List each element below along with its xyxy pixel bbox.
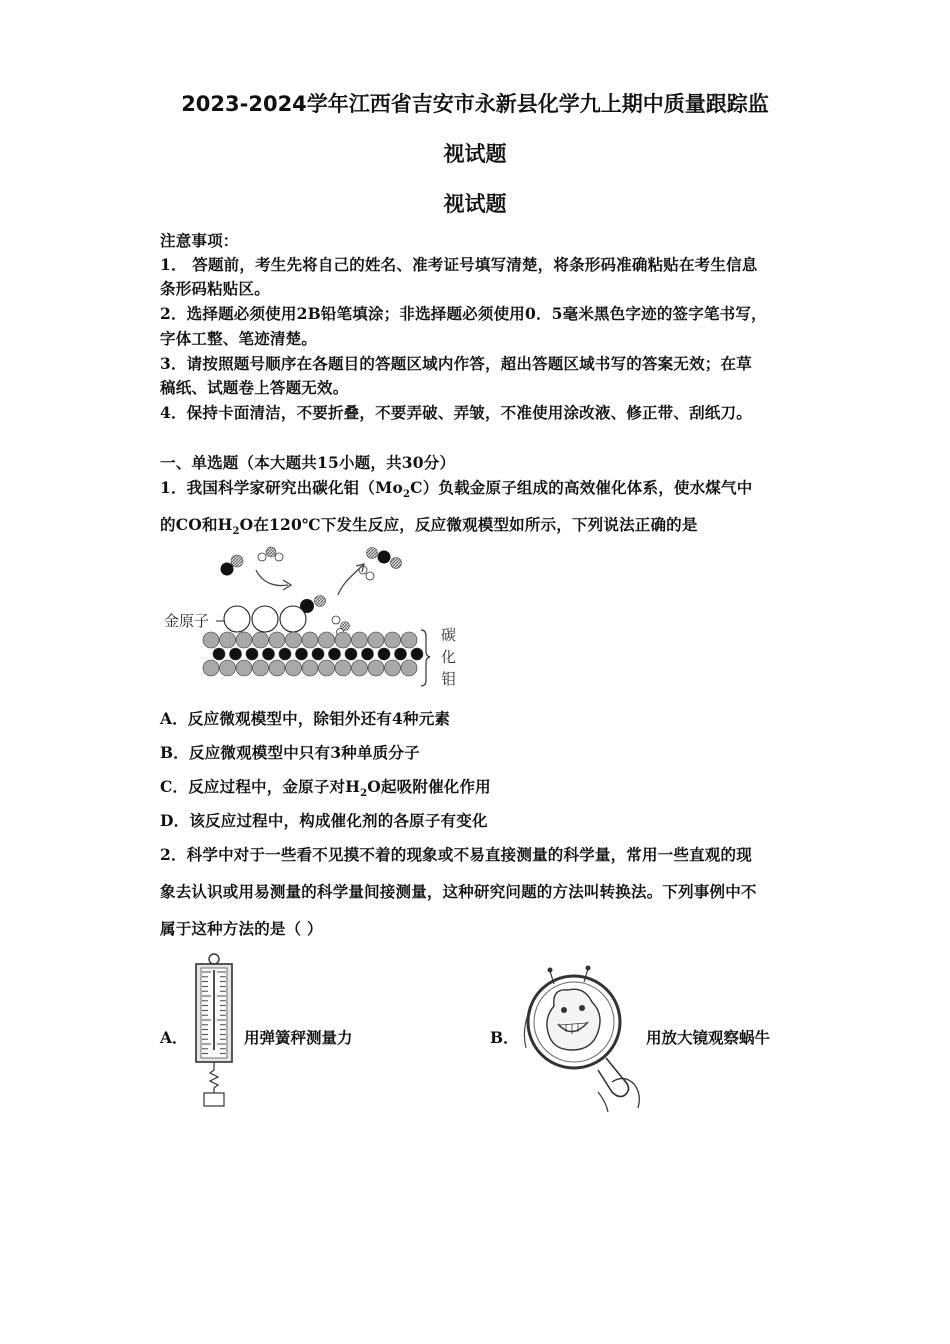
notice-line: 稿纸、试题卷上答题无效。 [160, 378, 349, 397]
carbide-label-2: 化 [441, 648, 457, 666]
page-subtitle: 视试题 [443, 192, 507, 216]
co2-molecule-icon [367, 548, 402, 569]
q2-option-a-letter: A． [160, 1028, 188, 1047]
bracket-icon [421, 630, 430, 686]
q2-option-b-letter: B． [490, 1028, 519, 1047]
q2-option-a-text: 用弹簧秤测量力 [244, 1028, 353, 1047]
carbide-label-1: 碳 [441, 626, 457, 644]
question-2-line-2: 象去认识或用易测量的科学量间接测量，这种研究问题的方法叫转换法。下列事例中不 [160, 882, 757, 901]
option-c: C．反应过程中，金原子对$H_2O$起吸附催化作用 [160, 777, 491, 800]
gold-atoms [224, 606, 306, 632]
notice-line: 3．请按照题号顺序在各题目的答题区域内作答，超出答题区域书写的答案无效；在草 [160, 354, 752, 373]
arrow-in-icon [256, 570, 291, 590]
section-heading: 一、单选题（本大题共15小题，共30分） [160, 453, 456, 472]
spring-scale-icon [186, 952, 242, 1112]
notice-line: 条形码粘贴区。 [160, 279, 270, 298]
notice-line: 4．保持卡面清洁，不要折叠，不要弄破、弄皱，不准使用涂改液、修正带、刮纸刀。 [160, 403, 752, 422]
water-molecule-icon [258, 547, 283, 561]
question-2-line-1: 2．科学中对于一些看不见摸不着的现象或不易直接测量的科学量，常用一些直观的现 [160, 845, 752, 864]
molybdenum-carbide-layer [203, 632, 423, 676]
notice-line: 2．选择题必须使用2B铅笔填涂；非选择题必须使用0．5毫米黑色字迹的签字笔书写， [160, 304, 767, 323]
page-title-continued: 视试题 [443, 142, 507, 166]
option-d: D．该反应过程中，构成催化剂的各原子有变化 [160, 811, 488, 830]
q2-option-b-text: 用放大镜观察蜗牛 [646, 1028, 771, 1047]
arrow-out-icon [338, 564, 364, 595]
option-a: A．反应微观模型中，除钼外还有4种元素 [160, 709, 451, 728]
notice-line: 1． 答题前，考生先将自己的姓名、准考证号填写清楚，将条形码准确粘贴在考生信息 [160, 255, 758, 274]
hydrogen-molecule-icon [359, 566, 374, 580]
notice-heading: 注意事项： [160, 231, 239, 250]
notice-line: 字体工整、笔迹清楚。 [160, 329, 318, 348]
question-1-line-1: 1．我国科学家研究出碳化钼$(Mo_2C)$负载金原子组成的高效催化体系，使水煤气中 [160, 478, 753, 501]
reaction-model-figure [158, 540, 468, 692]
page-title: 2023-2024学年江西省吉安市永新县化学九上期中质量跟踪监 [181, 92, 769, 116]
question-1-line-2: 的CO和$H_2O$在120℃下发生反应，反应微观模型如所示，下列说法正确的是 [160, 515, 698, 538]
question-2-line-3: 属于这种方法的是（ ） [160, 919, 323, 938]
gold-atom-label: 金原子 [164, 612, 210, 630]
option-b: B．反应微观模型中只有3种单质分子 [160, 743, 420, 762]
magnifier-snail-icon [514, 962, 648, 1114]
co-molecule-icon [221, 555, 244, 576]
carbide-label-3: 钼 [441, 670, 457, 688]
